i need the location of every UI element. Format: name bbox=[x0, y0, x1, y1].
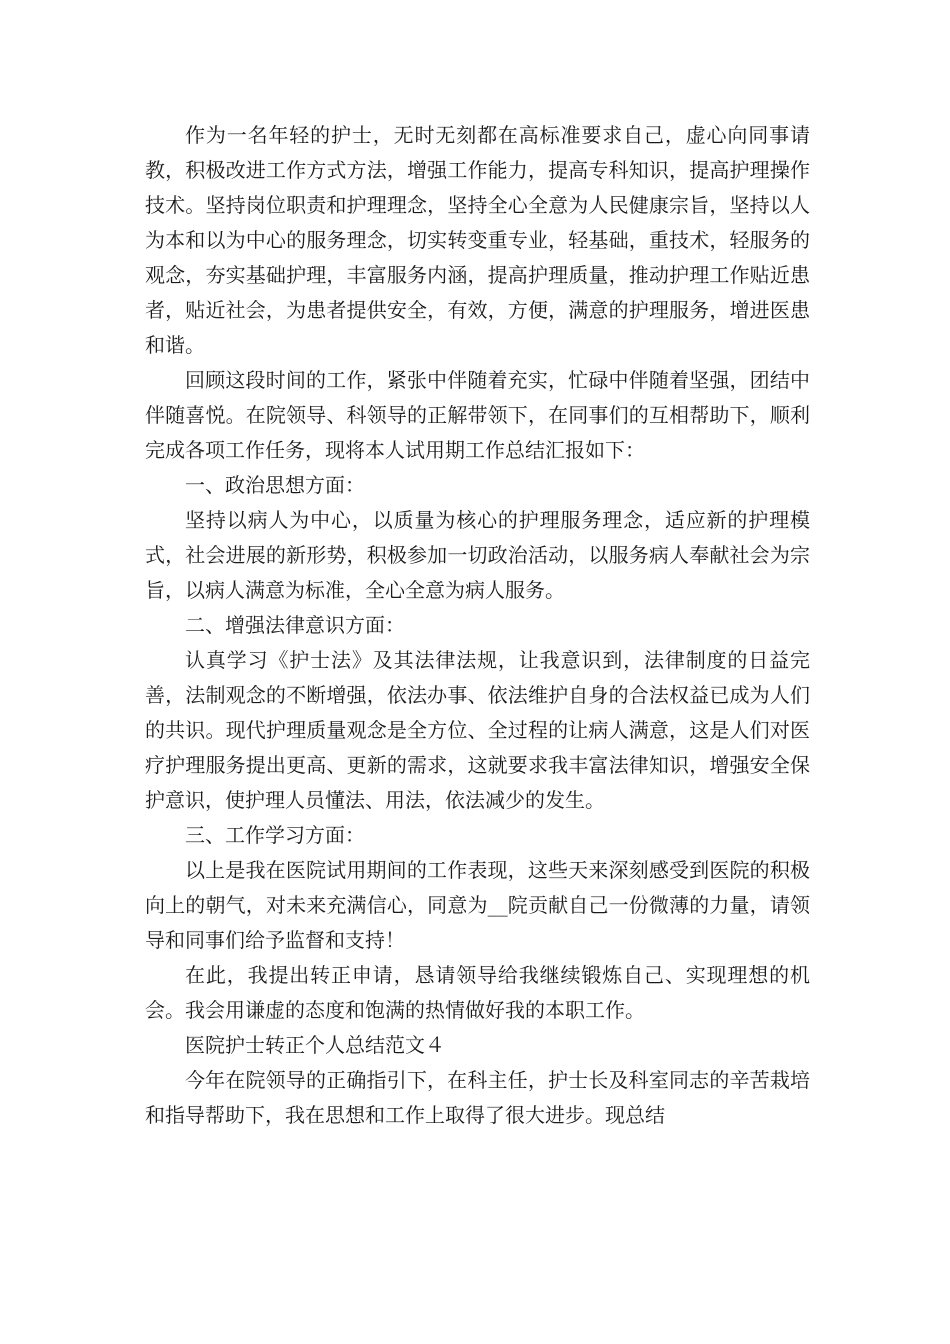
paragraph-work-study: 以上是我在医院试用期间的工作表现，这些天来深刻感受到医院的积极向上的朝气，对未来充满信心，同意为__院贡献自己一份微薄的力量，请领导和同事们给予监督和支持！ bbox=[145, 858, 810, 952]
paragraph-application: 在此，我提出转正申请，恳请领导给我继续锻炼自己、实现理想的机会。我会用谦虚的态度和饱满的热情做好我的本职工作。 bbox=[145, 963, 810, 1022]
paragraph-review: 回顾这段时间的工作，紧张中伴随着充实，忙碌中伴随着坚强，团结中伴随喜悦。在院领导、科领导的正解带领下，在同事们的互相帮助下，顺利完成各项工作任务，现将本人试用期工作总结汇报如下： bbox=[145, 368, 810, 462]
section-heading-legal: 二、增强法律意识方面： bbox=[185, 613, 405, 637]
paragraph-legal: 认真学习《护士法》及其法律法规，让我意识到，法律制度的日益完善，法制观念的不断增强，依法办事、依法维护自身的合法权益已成为人们的共识。现代护理质量观念是全方位、全过程的让病人满意，这是人们对医疗护理服务提出更高、更新的需求，这就要求我丰富法律知识，增强安全保护意识，使护理人员懂法、用法，依法减少的发生。 bbox=[145, 648, 810, 812]
paragraph-political: 坚持以病人为中心，以质量为核心的护理服务理念，适应新的护理模式，社会进展的新形势，积极参加一切政治活动，以服务病人奉献社会为宗旨，以病人满意为标准，全心全意为病人服务。 bbox=[145, 508, 810, 602]
section-heading-political: 一、政治思想方面： bbox=[185, 473, 365, 497]
document-body bbox=[145, 118, 810, 1133]
paragraph-new-article: 今年在院领导的正确指引下，在科主任，护士长及科室同志的辛苦栽培和指导帮助下，我在思想和工作上取得了很大进步。现总结 bbox=[145, 1068, 810, 1127]
section-heading-work-study: 三、工作学习方面： bbox=[185, 823, 365, 847]
article-title: 医院护士转正个人总结范文４ bbox=[185, 1033, 445, 1057]
paragraph-intro: 作为一名年轻的护士，无时无刻都在高标准要求自己，虚心向同事请教，积极改进工作方式方法，增强工作能力，提高专科知识，提高护理操作技术。坚持岗位职责和护理理念，坚持全心全意为人民健康宗旨，坚持以人为本和以为中心的服务理念，切实转变重专业，轻基础，重技术，轻服务的观念，夯实基础护理，丰富服务内涵，提高护理质量，推动护理工作贴近患者，贴近社会，为患者提供安全，有效，方便，满意的护理服务，增进医患和谐。 bbox=[145, 123, 810, 357]
